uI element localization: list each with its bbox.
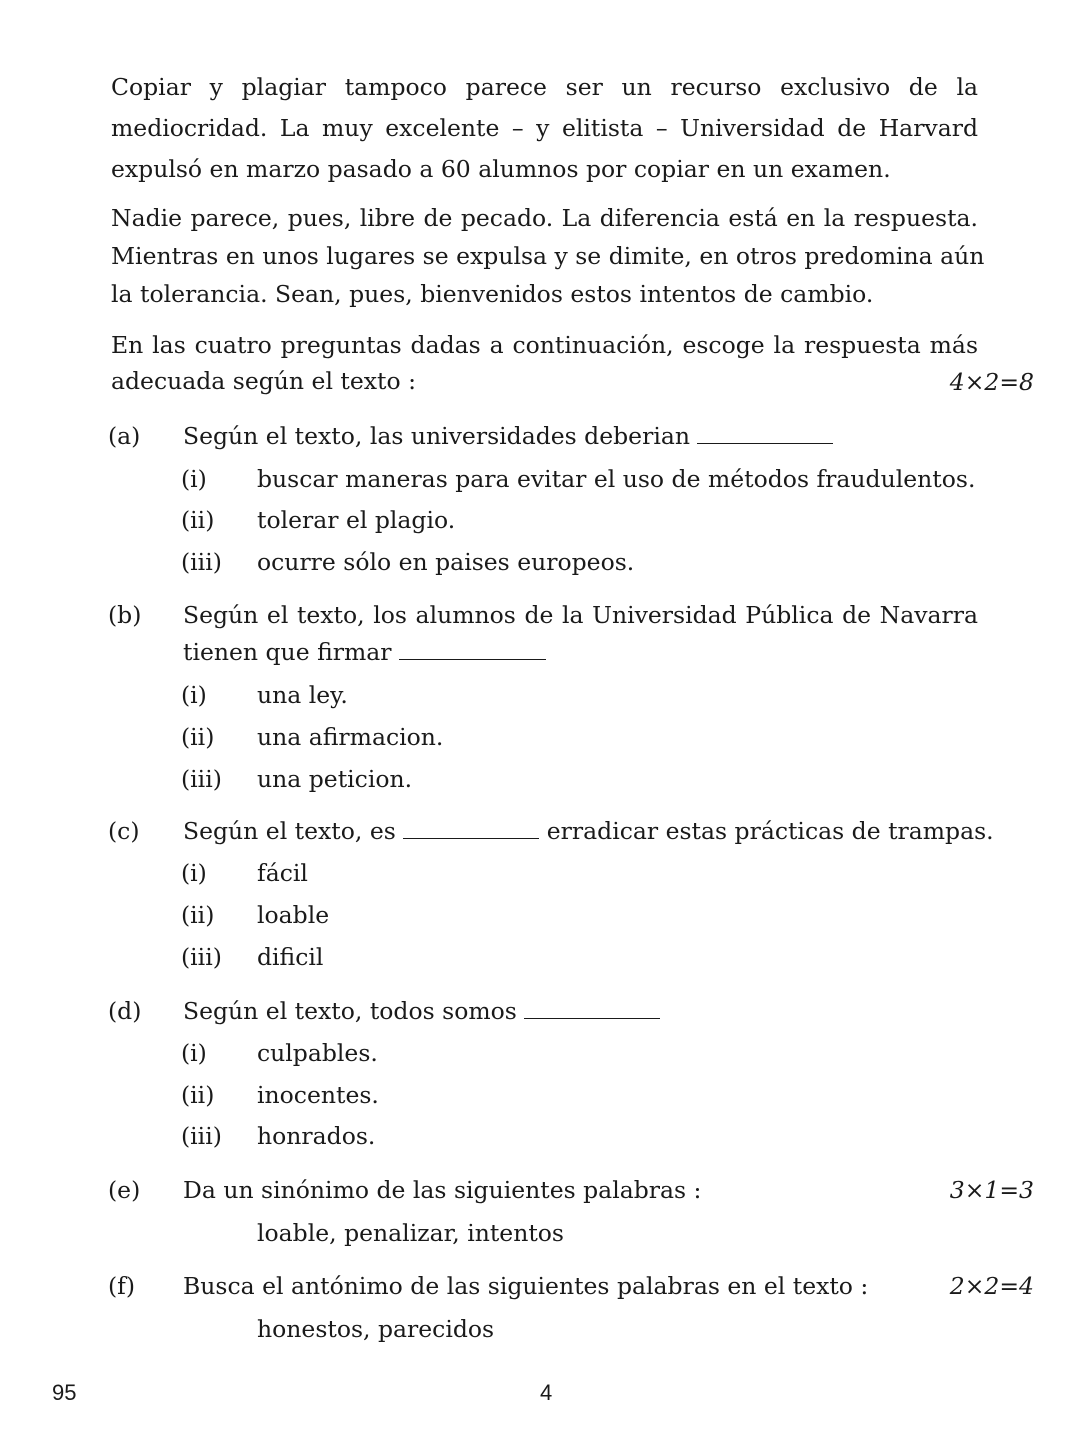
paragraph-line: Copiar y plagiar tampoco parece ser un recurso exclusivo de la (111, 73, 978, 101)
question-a-label: (a) (108, 422, 141, 450)
paragraph-1 (111, 67, 978, 190)
paragraph-line: la tolerancia. Sean, pues, bienvenidos estos intentos de cambio. (111, 280, 874, 308)
option-text: tolerar el plagio. (257, 506, 456, 534)
option-text: una afirmacion. (257, 723, 444, 751)
answer-blank (403, 816, 539, 839)
question-d-text (183, 996, 660, 1026)
question-e-words: loable, penalizar, intentos (257, 1219, 564, 1247)
option-label: (iii) (181, 548, 222, 576)
paragraph-line: adecuada según el texto : (111, 367, 417, 395)
paragraph-2 (111, 199, 985, 313)
paragraph-line: En las cuatro preguntas dadas a continuación, escoge la respuesta más (111, 331, 978, 359)
answer-blank (697, 421, 833, 444)
option-text: buscar maneras para evitar el uso de métodos fraudulentos. (257, 465, 976, 493)
page-number: 4 (540, 1380, 553, 1405)
option-text: dificil (257, 943, 324, 971)
paper-code: 95 (52, 1380, 77, 1405)
question-f-text: Busca el antónimo de las siguientes palabras en el texto : (183, 1272, 869, 1300)
question-c-prompt-after: erradicar estas prácticas de trampas. (546, 817, 994, 845)
instructions-paragraph (111, 327, 978, 399)
answer-blank (399, 637, 546, 660)
option-text: una ley. (257, 681, 348, 709)
option-text: inocentes. (257, 1081, 379, 1109)
question-b-line2 (183, 637, 546, 667)
option-text: honrados. (257, 1122, 376, 1150)
paragraph-line: Mientras en unos lugares se expulsa y se dimite, en otros predomina aún (111, 242, 985, 270)
option-label: (i) (181, 681, 207, 709)
option-text: loable (257, 901, 330, 929)
answer-blank (524, 996, 660, 1019)
marks-question-f: 2×2=4 (949, 1272, 1034, 1300)
question-a-prompt: Según el texto, las universidades deberian (183, 422, 690, 450)
option-text: una peticion. (257, 765, 413, 793)
option-label: (iii) (181, 1122, 222, 1150)
question-a-text (183, 421, 833, 451)
paragraph-line: Nadie parece, pues, libre de pecado. La diferencia está en la respuesta. (111, 204, 978, 232)
paragraph-line: mediocridad. La muy excelente – y elitista – Universidad de Harvard (111, 114, 978, 142)
option-text: ocurre sólo en paises europeos. (257, 548, 635, 576)
question-c-label: (c) (108, 817, 140, 845)
option-label: (iii) (181, 765, 222, 793)
option-label: (i) (181, 1039, 207, 1067)
option-label: (ii) (181, 506, 215, 534)
question-f-words: honestos, parecidos (257, 1315, 495, 1343)
marks-instructions: 4×2=8 (949, 368, 1034, 396)
question-c-prompt-before: Según el texto, es (183, 817, 396, 845)
question-b-prompt: tienen que firmar (183, 638, 392, 666)
question-d-label: (d) (108, 997, 142, 1025)
option-label: (ii) (181, 901, 215, 929)
option-label: (i) (181, 859, 207, 887)
question-e-label: (e) (108, 1176, 141, 1204)
option-label: (i) (181, 465, 207, 493)
option-text: culpables. (257, 1039, 378, 1067)
question-c-text (183, 816, 994, 846)
option-text: fácil (257, 859, 308, 887)
question-b-line1: Según el texto, los alumnos de la Universidad Pública de Navarra (183, 601, 978, 629)
option-label: (ii) (181, 723, 215, 751)
question-b-label: (b) (108, 601, 142, 629)
paragraph-line: expulsó en marzo pasado a 60 alumnos por copiar en un examen. (111, 155, 891, 183)
question-d-prompt: Según el texto, todos somos (183, 997, 517, 1025)
marks-question-e: 3×1=3 (949, 1176, 1034, 1204)
question-e-text: Da un sinónimo de las siguientes palabras : (183, 1176, 702, 1204)
option-label: (ii) (181, 1081, 215, 1109)
option-label: (iii) (181, 943, 222, 971)
question-f-label: (f) (108, 1272, 136, 1300)
